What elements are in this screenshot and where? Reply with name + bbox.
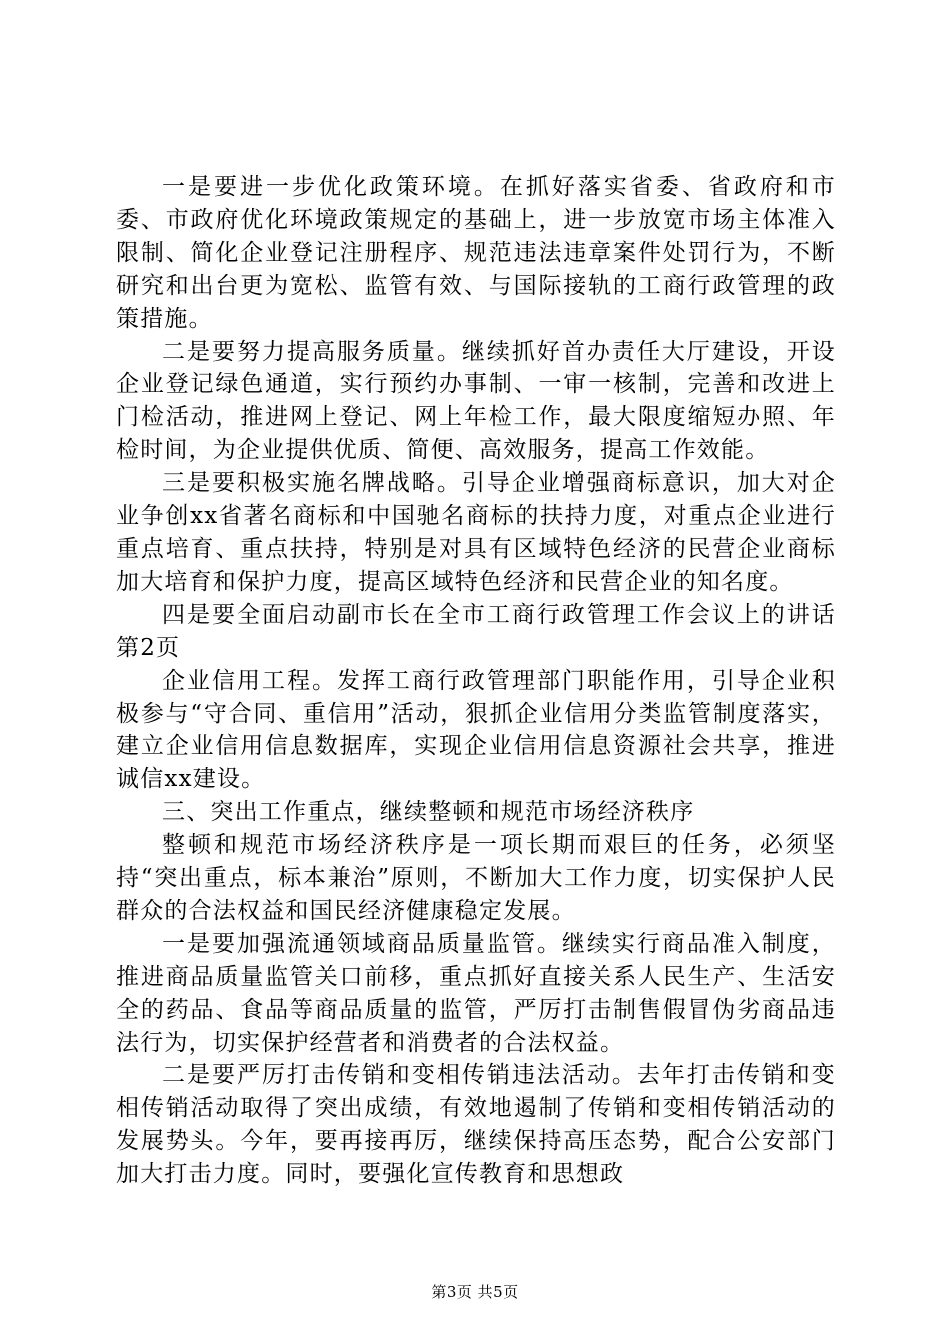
paragraph-market-order: 整顿和规范市场经济秩序是一项长期而艰巨的任务，必须坚持“突出重点，标本兼治”原则，不断加大工作力度，切实保护人民群众的合法权益和国民经济健康稳定发展。 — [116, 832, 836, 924]
paragraph-pyramid-selling: 二是要严厉打击传销和变相传销违法活动。去年打击传销和变相传销活动取得了突出成绩，有效地遏制了传销和变相传销活动的发展势头。今年，要再接再厉，继续保持高压态势，配合公安部门加大打击力度。同时，要强化宣传教育和思想政 — [116, 1062, 836, 1188]
document-body — [116, 171, 836, 1191]
paragraph-quality-supervision: 一是要加强流通领域商品质量监管。继续实行商品准入制度，推进商品质量监管关口前移，重点抓好直接关系人民生产、生活安全的药品、食品等商品质量的监管，严厉打击制售假冒伪劣商品违法行为，切实保护经营者和消费者的合法权益。 — [116, 930, 836, 1056]
paragraph-optimize-policy: 一是要进一步优化政策环境。在抓好落实省委、省政府和市委、市政府优化环境政策规定的基础上，进一步放宽市场主体准入限制、简化企业登记注册程序、规范违法违章案件处罚行为，不断研究和出台更为宽松、监管有效、与国际接轨的工商行政管理的政策措施。 — [116, 174, 836, 332]
section-heading: 三、突出工作重点，继续整顿和规范市场经济秩序 — [162, 799, 695, 826]
paragraph-brand-strategy: 三是要积极实施名牌战略。引导企业增强商标意识，加大对企业争创xx省著名商标和中国驰名商标的扶持力度，对重点企业进行重点培育、重点扶持，特别是对具有区域特色经济的民营企业商标加大培育和保护力度，提高区域特色经济和民营企业的知名度。 — [116, 470, 836, 595]
paragraph-service-quality: 二是要努力提高服务质量。继续抓好首办责任大厅建设，开设企业登记绿色通道，实行预约办事制、一审一核制，完善和改进上门检活动，推进网上登记、网上年检工作，最大限度缩短办照、年检时间，为企业提供优质、简便、高效服务，提高工作效能。 — [116, 338, 836, 464]
paragraph-credit-project: 企业信用工程。发挥工商行政管理部门职能作用，引导企业积极参与“守合同、重信用”活动，狠抓企业信用分类监管制度落实，建立企业信用信息数据库，实现企业信用信息资源社会共享，推进诚信xx建设。 — [116, 667, 836, 793]
page-footer: 第3页 共5页 — [431, 1283, 519, 1301]
paragraph-credit-start: 四是要全面启动副市长在全市工商行政管理工作会议上的讲话第2页 — [116, 601, 836, 661]
